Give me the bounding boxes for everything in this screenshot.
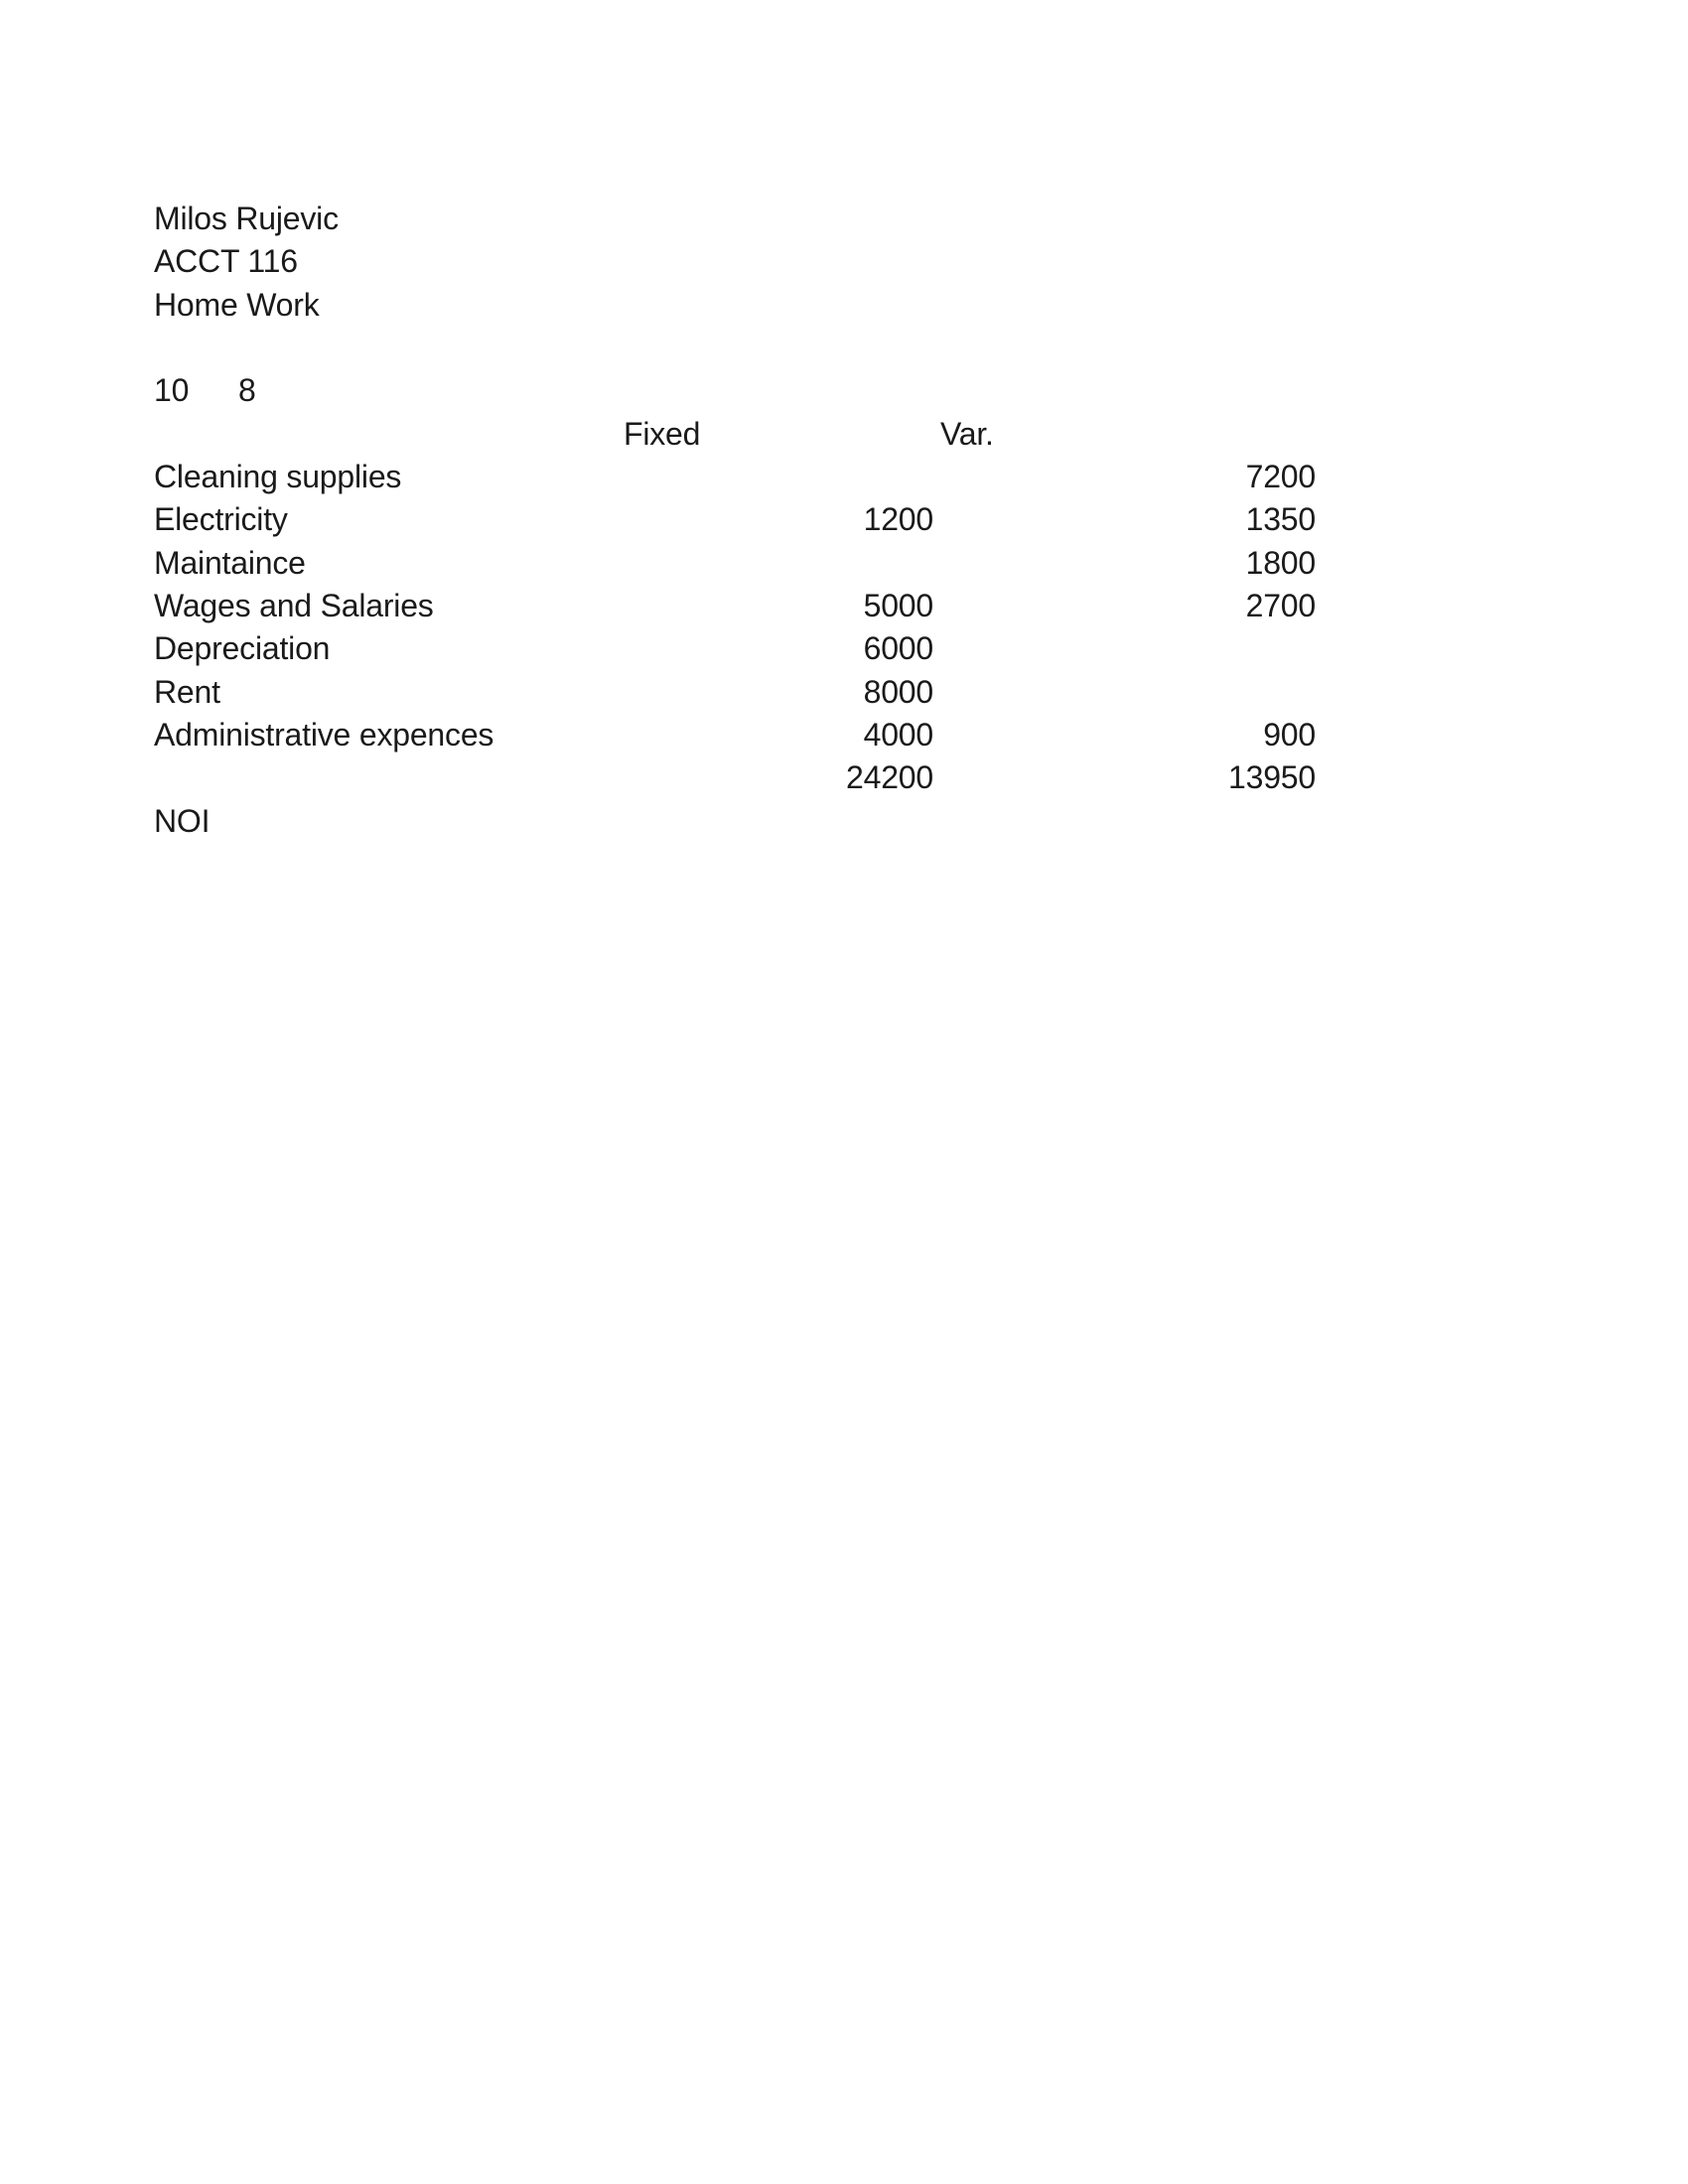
row-fixed-value: 5000: [863, 588, 933, 624]
noi-line: [154, 803, 1544, 846]
author-name: Milos Rujevic: [154, 201, 339, 236]
row-var-value: 1800: [1245, 544, 1316, 581]
column-header-var: Var.: [940, 415, 994, 452]
row-var-value: 7200: [1245, 459, 1316, 495]
row-label: Administrative expences: [154, 717, 494, 753]
row-fixed-value: 8000: [863, 673, 933, 710]
problem-number-second: 8: [238, 372, 256, 409]
row-var-value: 2700: [1245, 588, 1316, 624]
row-label: Maintaince: [154, 544, 306, 581]
document-content: [154, 201, 1544, 846]
document-title: Home Work: [154, 286, 320, 323]
author-line: [154, 201, 1544, 243]
row-label: Wages and Salaries: [154, 588, 434, 624]
row-label: Depreciation: [154, 630, 331, 667]
table-row: [154, 588, 1544, 630]
row-label: Cleaning supplies: [154, 459, 402, 495]
row-var-value: 900: [1263, 717, 1316, 753]
noi-label: NOI: [154, 802, 211, 839]
row-label: Electricity: [154, 501, 288, 538]
row-label: Rent: [154, 673, 220, 710]
total-fixed-value: 24200: [846, 759, 933, 796]
table-row: [154, 459, 1544, 501]
blank-line: [154, 330, 1544, 372]
row-fixed-value: 6000: [863, 630, 933, 667]
total-var-value: 13950: [1228, 759, 1316, 796]
title-line: [154, 287, 1544, 330]
table-totals-row: [154, 759, 1544, 802]
row-fixed-value: 4000: [863, 717, 933, 753]
table-row: [154, 545, 1544, 588]
table-row: [154, 674, 1544, 717]
table-row: [154, 501, 1544, 544]
table-row: [154, 717, 1544, 759]
row-var-value: 1350: [1245, 501, 1316, 538]
problem-number-first: 10: [154, 372, 190, 409]
table-row: [154, 630, 1544, 673]
row-fixed-value: 1200: [863, 501, 933, 538]
course-code: ACCT 116: [154, 243, 298, 280]
problem-numbers-line: [154, 372, 1544, 415]
table-header-row: [154, 416, 1544, 459]
column-header-fixed: Fixed: [624, 415, 701, 452]
course-line: [154, 243, 1544, 286]
